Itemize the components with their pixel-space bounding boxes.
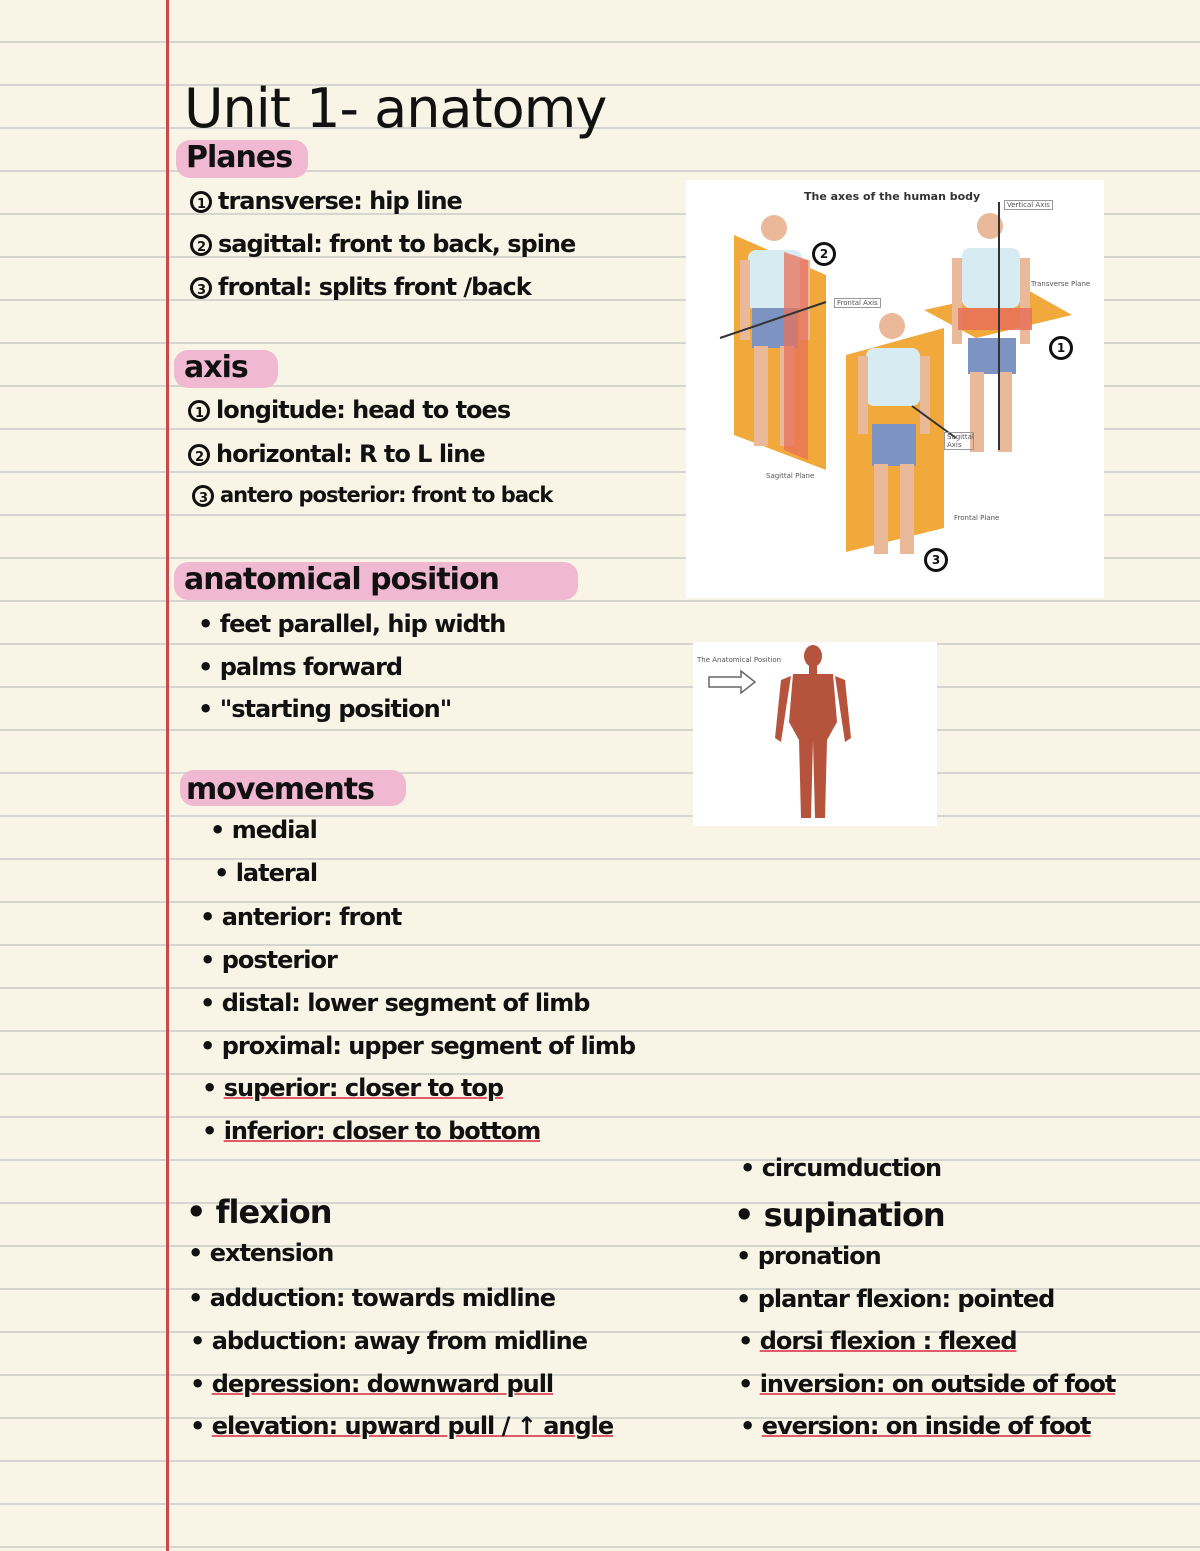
right-list-text: pronation <box>757 1242 881 1270</box>
movements-item: • posterior <box>200 946 337 974</box>
movements-item: • proximal: upper segment of limb <box>200 1032 636 1060</box>
figure-number-3-icon: 3 <box>924 548 948 572</box>
movements-item-text: superior: closer to top <box>223 1074 504 1102</box>
anatomical-item-text: "starting position" <box>219 695 452 723</box>
movements-heading: movements <box>186 772 374 807</box>
axes-figure <box>686 180 1104 598</box>
left-list-text: flexion <box>215 1193 332 1231</box>
number-1-icon: 1 <box>190 191 212 213</box>
figure-number-1-icon: 1 <box>1049 336 1073 360</box>
movements-item: • inferior: closer to bottom <box>202 1117 541 1145</box>
number-3-icon: 3 <box>192 485 214 507</box>
anatomical-item-text: feet parallel, hip width <box>219 610 506 638</box>
number-1-icon: 1 <box>188 400 210 422</box>
left-list-item: • abduction: away from midline <box>190 1327 587 1355</box>
movements-item: • anterior: front <box>200 903 402 931</box>
axis-item-3 <box>192 485 552 507</box>
planes-item-2 <box>190 232 575 256</box>
left-list-item: • elevation: upward pull / ↑ angle <box>190 1412 614 1440</box>
movements-item: • medial <box>210 816 317 844</box>
anatomical-item-text: palms forward <box>219 653 403 681</box>
left-list-item: • extension <box>188 1239 334 1267</box>
planes-item-text: sagittal: front to back, spine <box>218 230 576 258</box>
right-list-text: plantar flexion: pointed <box>757 1285 1055 1313</box>
left-list-text: elevation: upward pull / ↑ angle <box>211 1412 614 1440</box>
sagittal-plane-label: Sagittal Plane <box>766 472 815 480</box>
left-list-text: extension <box>209 1239 334 1267</box>
anatomical-item-3: • "starting position" <box>198 695 452 723</box>
left-list-text: abduction: away from midline <box>211 1327 587 1355</box>
movements-item: • distal: lower segment of limb <box>200 989 590 1017</box>
movements-item-text: distal: lower segment of limb <box>221 989 590 1017</box>
planes-item-1 <box>190 189 462 213</box>
anatomical-figure-caption: The Anatomical Position <box>697 656 782 664</box>
right-list-item: • plantar flexion: pointed <box>736 1285 1055 1313</box>
sagittal-axis-label: Sagittal Axis <box>944 432 974 450</box>
right-list-item: • dorsi flexion : flexed <box>738 1327 1017 1355</box>
planes-item-text: frontal: splits front /back <box>218 273 531 301</box>
planes-item-text: transverse: hip line <box>218 187 462 215</box>
movements-item-text: proximal: upper segment of limb <box>221 1032 636 1060</box>
movements-item-text: medial <box>231 816 317 844</box>
axis-item-text: antero posterior: front to back <box>220 483 553 507</box>
left-list-item: • depression: downward pull <box>190 1370 554 1398</box>
axis-item-2 <box>188 442 485 466</box>
muscle-figure <box>775 645 851 818</box>
movements-item-text: lateral <box>235 859 318 887</box>
axes-figure-caption: The axes of the human body <box>804 190 981 203</box>
axis-item-1 <box>188 398 510 422</box>
number-2-icon: 2 <box>190 234 212 256</box>
number-3-icon: 3 <box>190 277 212 299</box>
anatomical-figure-illustration <box>693 642 937 826</box>
axis-item-text: longitude: head to toes <box>216 396 511 424</box>
left-list-item: • flexion <box>186 1193 332 1231</box>
right-list-item: • supination <box>734 1196 945 1234</box>
anatomical-item-2: • palms forward <box>198 653 403 681</box>
margin-line <box>166 0 169 1551</box>
right-list-item: • pronation <box>736 1242 881 1270</box>
right-list-item: • inversion: on outside of foot <box>738 1370 1116 1398</box>
figure-number-2-icon: 2 <box>812 242 836 266</box>
transverse-plane-label: Transverse Plane <box>1031 280 1091 288</box>
right-list-text: dorsi flexion : flexed <box>759 1327 1017 1355</box>
number-2-icon: 2 <box>188 444 210 466</box>
anatomical-item-1: • feet parallel, hip width <box>198 610 506 638</box>
right-list-item: • eversion: on inside of foot <box>740 1412 1091 1440</box>
left-list-text: depression: downward pull <box>211 1370 554 1398</box>
movements-item: • lateral <box>214 859 318 887</box>
sagittal-red-overlay <box>784 252 808 460</box>
right-list-text: eversion: on inside of foot <box>761 1412 1091 1440</box>
transverse-red-band <box>958 308 1032 330</box>
vertical-axis-label: Vertical Axis <box>1004 200 1053 210</box>
planes-heading: Planes <box>186 140 293 175</box>
frontal-axis-label: Frontal Axis <box>834 298 881 308</box>
movements-item-text: inferior: closer to bottom <box>223 1117 541 1145</box>
movements-item-text: posterior <box>221 946 337 974</box>
left-list-text: adduction: towards midline <box>209 1284 556 1312</box>
movements-item-text: anterior: front <box>221 903 402 931</box>
axis-heading: axis <box>184 350 248 385</box>
left-list-item: • adduction: towards midline <box>188 1284 556 1312</box>
right-list-text: circumduction <box>761 1154 942 1182</box>
right-list-item: • circumduction <box>740 1154 942 1182</box>
arrow-right-icon <box>709 671 755 693</box>
planes-item-3 <box>190 275 531 299</box>
page-title: Unit 1- anatomy <box>184 77 607 140</box>
anatomical-heading: anatomical position <box>184 562 499 597</box>
right-list-text: supination <box>763 1196 945 1234</box>
movements-item: • superior: closer to top <box>202 1074 504 1102</box>
right-list-text: inversion: on outside of foot <box>759 1370 1116 1398</box>
frontal-plane-label: Frontal Plane <box>954 514 1000 522</box>
anatomical-position-figure <box>693 642 937 826</box>
axes-figure-illustration <box>686 180 1104 598</box>
axis-item-text: horizontal: R to L line <box>216 440 485 468</box>
